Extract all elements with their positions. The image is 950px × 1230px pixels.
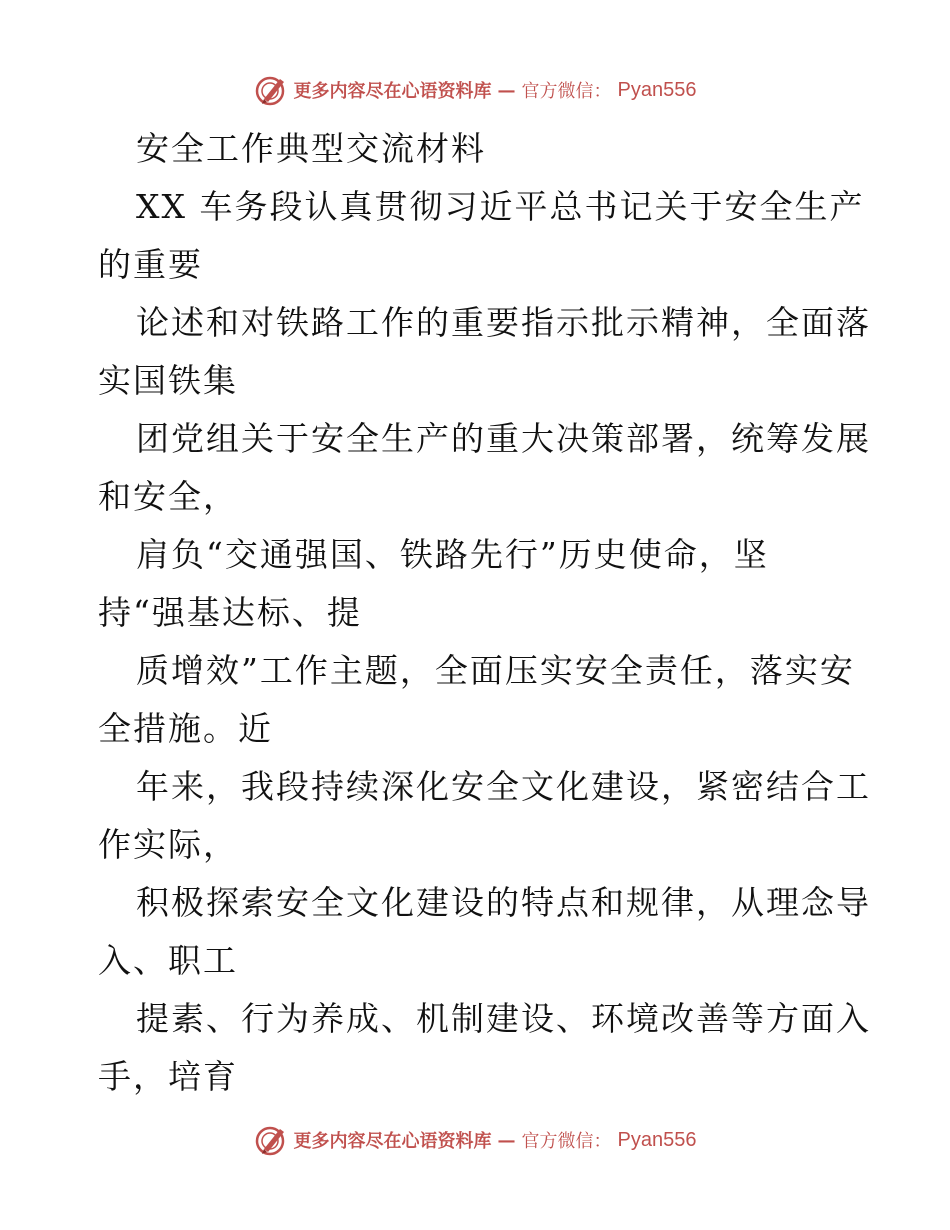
document-line: 手，培育 [98,1057,238,1096]
pen-logo-icon [254,1123,288,1157]
banner-separator: — [497,79,516,101]
document-line: 实国铁集 [98,361,238,400]
header-banner [0,70,950,110]
footer-banner [0,1120,950,1160]
document-line: 入、职工 [98,941,238,980]
pen-logo-icon [254,73,288,107]
document-line: 和安全， [98,477,238,516]
document-line: 团党组关于安全生产的重大决策部署，统筹发展 [136,419,871,458]
document-line: 论述和对铁路工作的重要指示批示精神，全面落 [136,303,871,342]
document-title: 安全工作典型交流材料 [136,129,486,168]
banner-brand-text: 更多内容尽在心语资料库 [293,1131,492,1152]
banner-brand-text: 更多内容尽在心语资料库 [293,81,492,102]
banner-wechat-id: Pyan556 [617,1128,697,1151]
document-line: 作实际， [98,825,238,864]
document-line: 持“强基达标、提 [98,593,362,632]
document-line: 质增效”工作主题，全面压实安全责任，落实安 [136,651,855,690]
document-line: 提素、行为养成、机制建设、环境改善等方面入 [136,999,871,1038]
banner-wechat-label: 官方微信： [521,1131,612,1152]
document-line: 年来，我段持续深化安全文化建设，紧密结合工 [136,767,871,806]
document-line: 的重要 [98,245,203,284]
banner-wechat-label: 官方微信： [521,81,612,102]
document-body [98,120,871,1106]
document-line: XX 车务段认真贯彻习近平总书记关于安全生产 [136,187,865,226]
document-line: 积极探索安全文化建设的特点和规律，从理念导 [136,883,871,922]
document-line: 肩负“交通强国、铁路先行”历史使命，坚 [136,535,769,574]
document-line: 全措施。近 [98,709,273,748]
banner-separator: — [497,1129,516,1151]
banner-wechat-id: Pyan556 [617,78,697,101]
